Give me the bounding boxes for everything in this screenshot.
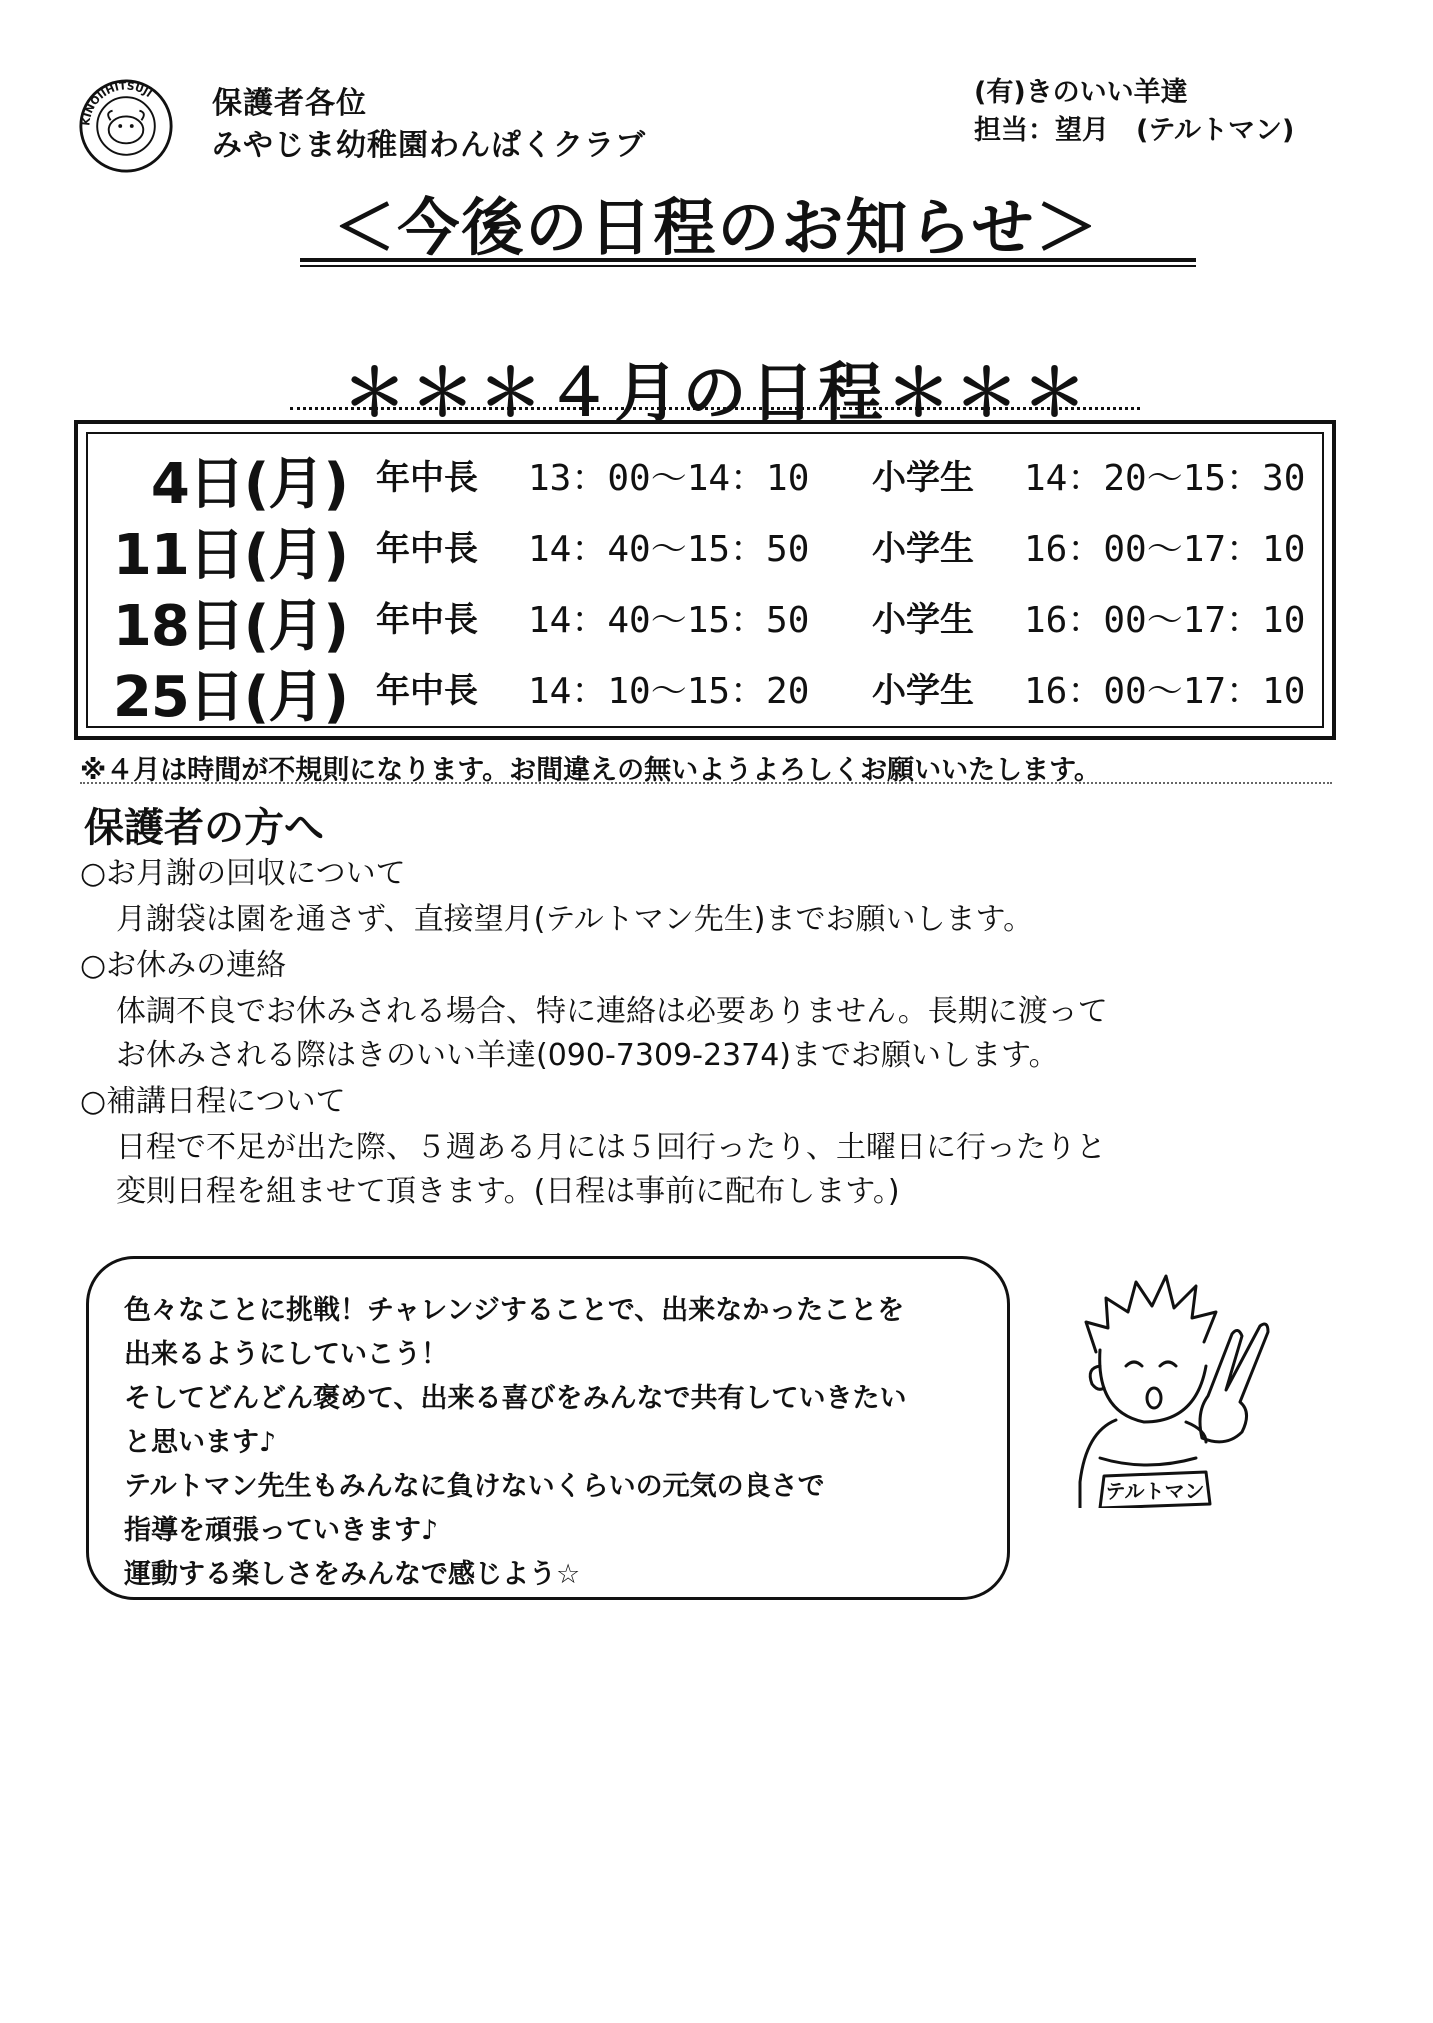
- item-body-line: 変則日程を組ませて頂きます。(日程は事前に配布します。): [116, 1174, 900, 1209]
- time-elementary: 14：20～15：30: [1024, 458, 1306, 499]
- item-body-line: 月謝袋は園を通さず、直接望月(テルトマン先生)までお願いします。: [116, 902, 1034, 937]
- schedule-date: 4日(月): [150, 452, 348, 517]
- message-line: 色々なことに挑戦！チャレンジすることで、出来なかったことを: [124, 1295, 905, 1326]
- schedule-date: 18日(月): [112, 594, 348, 659]
- schedule-date: 25日(月): [112, 665, 348, 730]
- sheep-logo-icon: [78, 78, 174, 174]
- message-line: 運動する楽しさをみんなで感じよう☆: [124, 1559, 581, 1590]
- recipient-line-1: 保護者各位: [212, 86, 367, 121]
- message-line: そしてどんどん褒めて、出来る喜びをみんなで共有していきたい: [124, 1383, 907, 1414]
- schedule-row: [96, 440, 1316, 517]
- message-line: テルトマン先生もみんなに負けないくらいの元気の良さで: [124, 1471, 825, 1502]
- month-heading: ＊＊＊４月の日程＊＊＊: [342, 357, 1091, 431]
- schedule-row: [96, 653, 1316, 730]
- item-body-line: 日程で不足が出た際、５週ある月には５回行ったり、土曜日に行ったりと: [116, 1130, 1106, 1165]
- group-label-elementary: 小学生: [872, 671, 974, 711]
- group-label-elementary: 小学生: [872, 458, 974, 498]
- page-title: ＜今後の日程のお知らせ＞: [333, 191, 1100, 264]
- title-underline: [300, 258, 1196, 262]
- time-kindergarten: 13：00～14：10: [528, 458, 810, 499]
- item-head-absence: ○お休みの連絡: [80, 948, 287, 983]
- group-label-kindergarten: 年中長: [376, 600, 478, 640]
- contact-person: 担当：望月 (テルトマン): [974, 115, 1295, 146]
- note-underline: [80, 782, 1332, 784]
- item-body-line: お休みされる際はきのいい羊達(090-7309-2374)までお願いします。: [116, 1038, 1059, 1073]
- item-head-makeup: ○補講日程について: [80, 1084, 346, 1119]
- recipient-line-2: みやじま幼稚園わんぱくクラブ: [212, 128, 646, 163]
- group-label-elementary: 小学生: [872, 529, 974, 569]
- time-elementary: 16：00～17：10: [1024, 529, 1306, 570]
- message-line: 指導を頑張っていきます♪: [124, 1515, 439, 1546]
- schedule-row: [96, 582, 1316, 659]
- group-label-kindergarten: 年中長: [376, 529, 478, 569]
- time-elementary: 16：00～17：10: [1024, 671, 1306, 712]
- month-heading-underline: [290, 407, 1140, 410]
- schedule-date: 11日(月): [112, 523, 348, 588]
- message-line: 出来るようにしていこう！: [124, 1339, 448, 1370]
- message-line: と思います♪: [124, 1427, 277, 1458]
- logo-text: KINOIIHITSUJI: [80, 80, 155, 127]
- item-body-line: 体調不良でお休みされる場合、特に連絡は必要ありません。長期に渡って: [116, 994, 1108, 1029]
- title-underline-thin: [300, 265, 1196, 267]
- item-head-tuition: ○お月謝の回収について: [80, 856, 406, 891]
- time-kindergarten: 14：40～15：50: [528, 600, 810, 641]
- time-kindergarten: 14：40～15：50: [528, 529, 810, 570]
- group-label-kindergarten: 年中長: [376, 671, 478, 711]
- schedule-row: [96, 511, 1316, 588]
- group-label-elementary: 小学生: [872, 600, 974, 640]
- shirt-text: テルトマン: [1105, 1479, 1205, 1503]
- guardians-heading: 保護者の方へ: [84, 805, 324, 851]
- schedule-note: ※４月は時間が不規則になります。お間違えの無いようよろしくお願いいたします。: [80, 755, 1101, 786]
- teacher-illustration-icon: [1056, 1262, 1286, 1508]
- group-label-kindergarten: 年中長: [376, 458, 478, 498]
- company-name: (有)きのいい羊達: [974, 77, 1188, 108]
- time-elementary: 16：00～17：10: [1024, 600, 1306, 641]
- time-kindergarten: 14：10～15：20: [528, 671, 810, 712]
